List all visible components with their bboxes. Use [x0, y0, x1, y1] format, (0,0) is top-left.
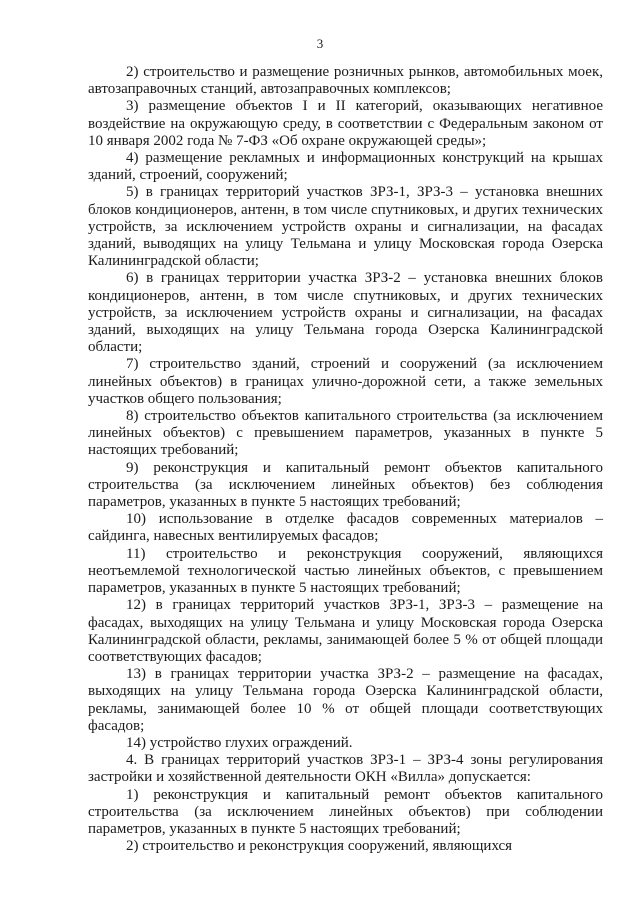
paragraph-item-4: 4) размещение рекламных и информационных конструкций на крышах зданий, строений, сооружений; — [88, 150, 603, 184]
paragraph-item-10: 10) использование в отделке фасадов современных материалов – сайдинга, навесных вентилируемых фасадов; — [88, 511, 603, 545]
paragraph-item-11: 11) строительство и реконструкция сооружений, являющихся неотъемлемой технологической частью линейных объектов, с превышением параметров, указанных в пункте 5 настоящих требований; — [88, 545, 603, 597]
paragraph-item-2: 2) строительство и размещение розничных рынков, автомобильных моек, автозаправочных станций, автозаправочных комплексов; — [88, 64, 603, 98]
paragraph-item-13: 13) в границах территории участка ЗРЗ-2 – размещение на фасадах, выходящих на улицу Тельмана города Озерска Калининградской области, рекламы, занимающей более 10 % от общей площади соответствующих фасадов; — [88, 666, 603, 734]
paragraph-item-7: 7) строительство зданий, строений и сооружений (за исключением линейных объектов) в границах улично-дорожной сети, а также земельных участков общего пользования; — [88, 356, 603, 407]
section-4-item-2: 2) строительство и реконструкция сооружений, являющихся — [126, 838, 513, 855]
paragraph-item-6: 6) в границах территории участка ЗРЗ-2 – установка внешних блоков кондиционеров, антенн, в том числе спутниковых, и других технических устройств, за исключением устройств охраны и сигнализации, на фасадах зданий, выходящих на улицу Тельмана города Озерска Калининградской области; — [88, 270, 603, 356]
document-body — [88, 64, 603, 855]
paragraph-item-3: 3) размещение объектов I и II категорий, оказывающих негативное воздействие на окружающую среду, в соответствии с Федеральным законом от 10 января 2002 года № 7-ФЗ «Об охране окружающей среды»; — [88, 98, 603, 149]
section-4-heading: 4. В границах территорий участков ЗРЗ-1 – ЗРЗ-4 зоны регулирования застройки и хозяйственной деятельности ОКН «Вилла» допускается: — [88, 752, 603, 786]
paragraph-item-14: 14) устройство глухих ограждений. — [126, 734, 353, 751]
section-4-item-1: 1) реконструкция и капитальный ремонт объектов капитального строительства (за исключением линейных объектов) при соблюдении параметров, указанных в пункте 5 настоящих требований; — [88, 786, 603, 837]
page-number: 3 — [316, 36, 324, 51]
paragraph-item-9: 9) реконструкция и капитальный ремонт объектов капитального строительства (за исключением линейных объектов) без соблюдения параметров, указанных в пункте 5 настоящих требований; — [88, 459, 603, 511]
paragraph-item-8: 8) строительство объектов капитального строительства (за исключением линейных объектов) с превышением параметров, указанных в пункте 5 настоящих требований; — [88, 408, 603, 459]
paragraph-item-12: 12) в границах территорий участков ЗРЗ-1, ЗРЗ-3 – размещение на фасадах, выходящих на улицу Тельмана и улицу Московская города Озерска Калининградской области, рекламы, занимающей более 5 % от общей площади соответствующих фасадов; — [88, 597, 603, 665]
paragraph-item-5: 5) в границах территорий участков ЗРЗ-1, ЗРЗ-3 – установка внешних блоков кондиционеров, антенн, в том числе спутниковых, и других технических устройств, за исключением устройств охраны и сигнализации, на фасадах зданий, выводящих на улицу Тельмана и улицу Московская города Озерска Калининградской области; — [88, 184, 603, 270]
